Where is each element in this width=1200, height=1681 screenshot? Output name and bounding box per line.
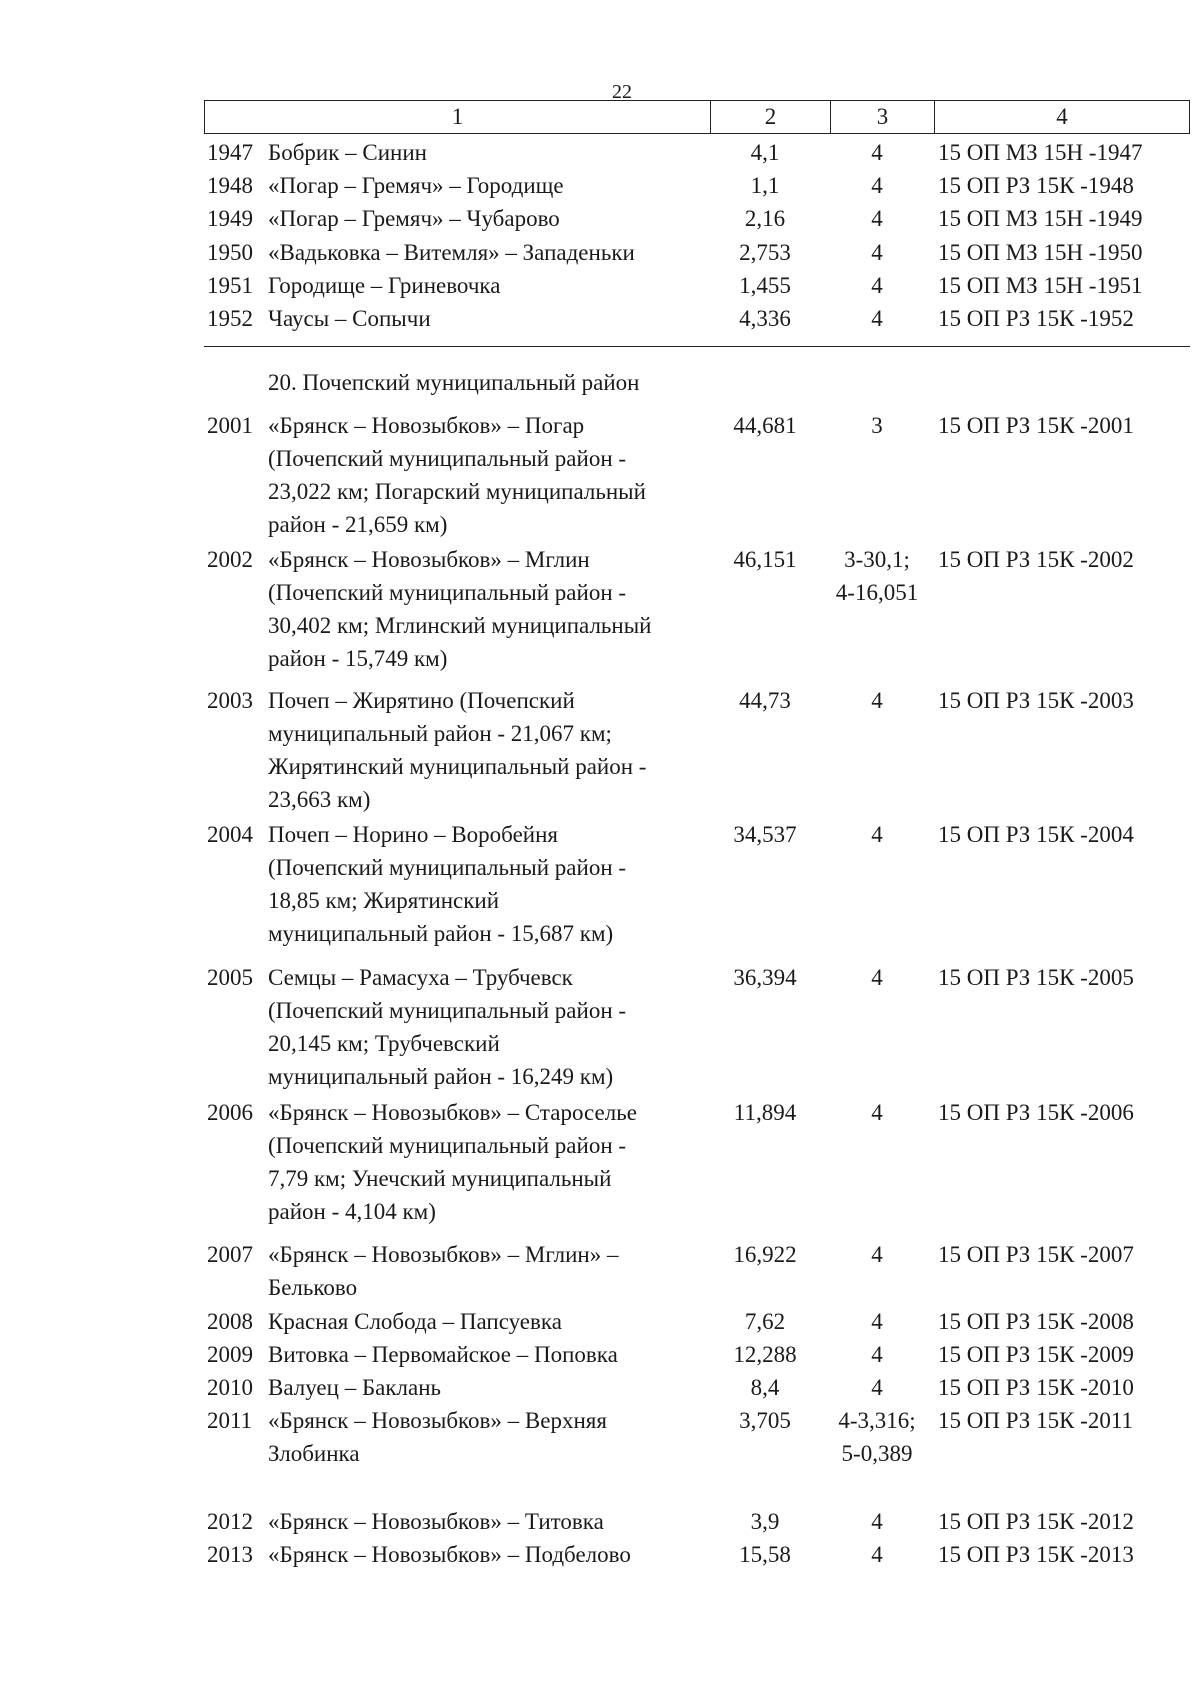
road-name: Красная Слобода – Папсуевка [268,1309,562,1334]
header-col-1: 1 [205,101,711,133]
row-number: 1952 [207,306,253,331]
road-code: 15 ОП РЗ 15К -2003 [938,688,1134,713]
road-name: «Погар – Гремяч» – Чубарово [268,206,560,231]
road-length: 46,151 [733,547,797,572]
row-number: 1949 [207,206,253,231]
road-name: «Брянск – Новозыбков» – Мглин (Почепский муниципальный район - 30,402 км; Мглинский муниципальный район - 15,749 км) [268,547,652,671]
road-code: 15 ОП РЗ 15К -2011 [938,1408,1133,1433]
road-length: 4,1 [750,140,780,165]
row-number: 1947 [207,140,253,165]
row-number: 2005 [207,965,253,990]
road-code: 15 ОП РЗ 15К -2002 [938,547,1134,572]
road-name: Городище – Гриневочка [268,273,501,298]
road-code: 15 ОП РЗ 15К -2012 [938,1509,1134,1534]
section-title: 20. Почепский муниципальный район [268,370,640,395]
road-name: «Брянск – Новозыбков» – Староселье (Почепский муниципальный район - 7,79 км; Унечский муниципальный район - 4,104 км) [268,1100,637,1224]
road-code: 15 ОП РЗ 15К -2010 [938,1375,1134,1400]
table-header [204,100,1190,134]
road-category: 4 [871,1375,883,1400]
road-category: 3 [871,413,883,438]
road-name: «Вадьковка – Витемля» – Западеньки [268,240,635,265]
row-number: 2010 [207,1375,253,1400]
row-number: 2003 [207,688,253,713]
row-number: 2013 [207,1542,253,1567]
row-number: 2009 [207,1342,253,1367]
road-code: 15 ОП РЗ 15К -2006 [938,1100,1134,1125]
row-number: 2008 [207,1309,253,1334]
road-length: 3,705 [739,1408,791,1433]
road-code: 15 ОП МЗ 15Н -1951 [938,273,1143,298]
road-length: 11,894 [733,1100,797,1125]
road-name: «Погар – Гремяч» – Городище [268,173,564,198]
row-number: 2002 [207,547,253,572]
row-number: 2011 [207,1408,253,1433]
road-name: «Брянск – Новозыбков» – Погар (Почепский муниципальный район - 23,022 км; Погарский муниципальный район - 21,659 км) [268,413,646,537]
road-category: 4 [871,1242,883,1267]
road-code: 15 ОП РЗ 15К -2013 [938,1542,1134,1567]
road-length: 44,73 [739,688,791,713]
road-code: 15 ОП МЗ 15Н -1949 [938,206,1143,231]
road-name: «Брянск – Новозыбков» – Титовка [268,1509,604,1534]
row-number: 2001 [207,413,253,438]
road-category: 4 [871,240,883,265]
road-category: 4 [871,1342,883,1367]
road-length: 44,681 [733,413,797,438]
row-number: 1948 [207,173,253,198]
road-category: 4 [871,173,883,198]
road-code: 15 ОП РЗ 15К -2005 [938,965,1134,990]
road-category: 4 [871,1509,883,1534]
road-category: 4-3,316; 5-0,389 [838,1408,916,1466]
road-category: 4 [871,1100,883,1125]
road-length: 1,455 [739,273,791,298]
road-category: 4 [871,1309,883,1334]
header-col-2: 2 [711,101,831,133]
road-code: 15 ОП РЗ 15К -1952 [938,306,1134,331]
row-number: 2006 [207,1100,253,1125]
road-category: 4 [871,688,883,713]
header-col-4: 4 [1056,104,1068,129]
road-length: 1,1 [750,173,780,198]
road-category: 4 [871,273,883,298]
road-code: 15 ОП РЗ 15К -2009 [938,1342,1134,1367]
road-length: 8,4 [750,1375,780,1400]
row-number: 2004 [207,822,253,847]
road-name: «Брянск – Новозыбков» – Подбелово [268,1542,631,1567]
road-length: 36,394 [733,965,797,990]
row-number: 2012 [207,1509,253,1534]
road-name: «Брянск – Новозыбков» – Верхняя Злобинка [268,1408,607,1466]
road-code: 15 ОП МЗ 15Н -1947 [938,140,1143,165]
road-category: 3-30,1; 4-16,051 [835,547,919,605]
road-length: 16,922 [733,1242,797,1267]
row-number: 2007 [207,1242,253,1267]
row-number: 1951 [207,273,253,298]
table-divider [204,346,1190,347]
road-name: Бобрик – Синин [268,140,427,165]
road-name: Почеп – Жирятино (Почепский муниципальный район - 21,067 км; Жирятинский муниципальный район - 23,663 км) [268,688,647,812]
road-code: 15 ОП РЗ 15К -2004 [938,822,1134,847]
road-length: 12,288 [733,1342,797,1367]
road-name: Почеп – Норино – Воробейня (Почепский муниципальный район - 18,85 км; Жирятинский муниципальный район - 15,687 км) [268,822,627,946]
road-length: 34,537 [733,822,797,847]
page-number: 22 [612,81,632,103]
road-category: 4 [871,1542,883,1567]
road-code: 15 ОП РЗ 15К -1948 [938,173,1134,198]
road-length: 3,9 [750,1509,780,1534]
road-name: «Брянск – Новозыбков» – Мглин» – Бельково [268,1242,619,1300]
road-name: Витовка – Первомайское – Поповка [268,1342,618,1367]
road-length: 2,753 [739,240,791,265]
road-length: 2,16 [744,206,786,231]
road-category: 4 [871,140,883,165]
road-length: 4,336 [739,306,791,331]
road-name: Валуец – Баклань [268,1375,442,1400]
road-category: 4 [871,965,883,990]
road-code: 15 ОП РЗ 15К -2001 [938,413,1134,438]
row-number: 1950 [207,240,253,265]
road-name: Чаусы – Сопычи [268,306,431,331]
road-code: 15 ОП РЗ 15К -2008 [938,1309,1134,1334]
road-code: 15 ОП РЗ 15К -2007 [938,1242,1134,1267]
road-category: 4 [871,822,883,847]
road-code: 15 ОП МЗ 15Н -1950 [938,240,1143,265]
road-category: 4 [871,306,883,331]
header-col-3: 3 [831,101,935,133]
road-length: 15,58 [739,1542,791,1567]
road-category: 4 [871,206,883,231]
road-length: 7,62 [744,1309,786,1334]
road-name: Семцы – Рамасуха – Трубчевск (Почепский муниципальный район - 20,145 км; Трубчевский муниципальный район - 16,249 км) [268,965,627,1089]
